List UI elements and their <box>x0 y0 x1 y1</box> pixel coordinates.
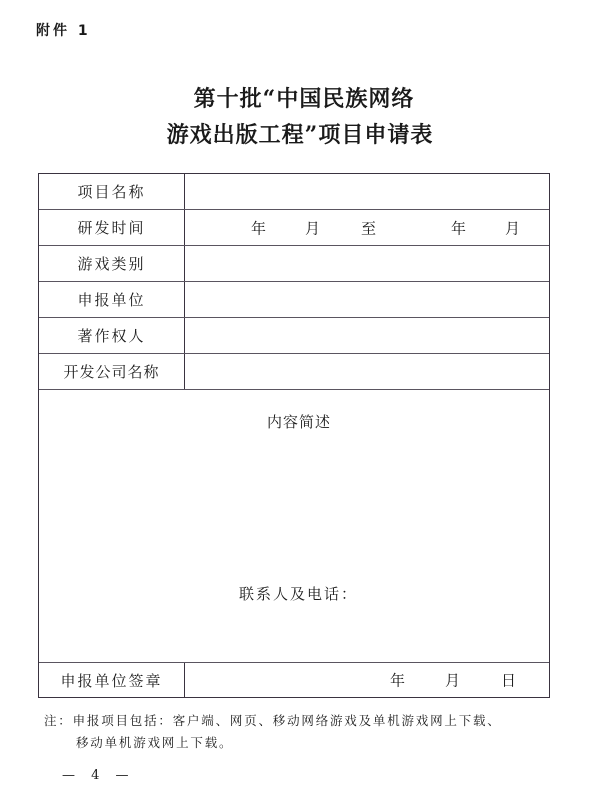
row-copyright-holder <box>39 318 549 354</box>
footnote-line2: 移动单机游戏网上下载。 <box>76 735 234 750</box>
game-category-label: 游戏类别 <box>39 246 185 281</box>
contact-input[interactable] <box>47 612 541 660</box>
row-signature <box>39 663 549 697</box>
row-applicant-unit <box>39 282 549 318</box>
project-name-cell <box>185 174 549 209</box>
footnote-line1: 注：申报项目包括：客户端、网页、移动网络游戏及单机游戏网上下载、 <box>44 713 502 728</box>
footnote <box>44 710 584 754</box>
row-project-name <box>39 174 549 210</box>
signature-day-label: 日 <box>501 671 517 690</box>
end-month-label: 月 <box>505 219 521 237</box>
developer-company-cell <box>185 354 549 389</box>
developer-company-label: 开发公司名称 <box>39 354 185 389</box>
application-form-table <box>38 173 550 698</box>
copyright-holder-label: 著作权人 <box>39 318 185 353</box>
project-name-label: 项目名称 <box>39 174 185 209</box>
signature-month-label: 月 <box>445 671 461 690</box>
developer-company-input[interactable] <box>185 354 549 389</box>
row-dev-time <box>39 210 549 246</box>
content-summary-input[interactable] <box>47 440 541 574</box>
row-game-category <box>39 246 549 282</box>
page-title-line1: 第十批“中国民族网络 <box>193 86 415 112</box>
game-category-cell <box>185 246 549 281</box>
applicant-unit-cell <box>185 282 549 317</box>
content-summary-label: 内容简述 <box>266 413 331 431</box>
signature-label: 申报单位签章 <box>39 663 185 697</box>
signature-year-label: 年 <box>390 671 406 690</box>
start-year-label: 年 <box>251 219 267 237</box>
dev-time-label: 研发时间 <box>39 210 185 245</box>
dev-time-cell[interactable] <box>185 210 549 245</box>
copyright-holder-cell <box>185 318 549 353</box>
attachment-label: 附件 1 <box>36 23 91 39</box>
row-developer-company <box>39 354 549 390</box>
page-number: — 4 — <box>62 768 135 783</box>
page-title-line2: 游戏出版工程”项目申请表 <box>166 122 434 148</box>
applicant-unit-label: 申报单位 <box>39 282 185 317</box>
applicant-unit-input[interactable] <box>185 282 549 317</box>
contact-label: 联系人及电话： <box>239 585 359 603</box>
end-year-label: 年 <box>451 219 467 237</box>
signature-cell[interactable] <box>185 663 549 697</box>
start-month-label: 月 <box>305 219 321 237</box>
copyright-holder-input[interactable] <box>185 318 549 353</box>
to-label: 至 <box>361 219 377 237</box>
content-summary-area <box>39 390 549 663</box>
project-name-input[interactable] <box>185 174 549 209</box>
game-category-input[interactable] <box>185 246 549 281</box>
